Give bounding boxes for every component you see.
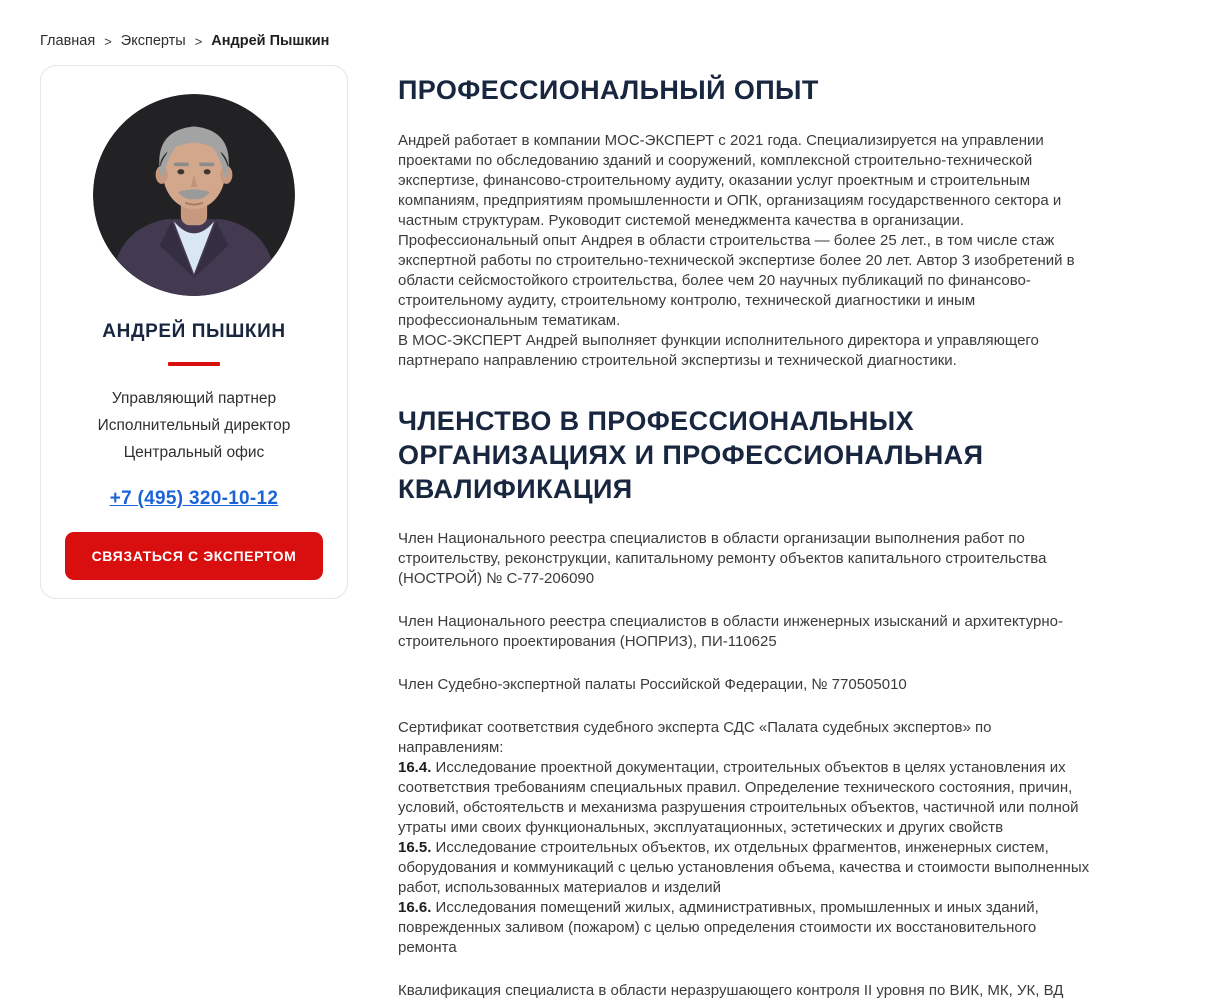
- page-layout: [40, 65, 1230, 1001]
- qualification-paragraph: Квалификация специалиста в области неразрушающего контроля II уровня по ВИК, МК, УК, ВД: [398, 982, 1064, 999]
- certificate-item-number: 16.6.: [398, 899, 432, 916]
- expert-office: Центральный офис: [123, 444, 265, 461]
- expert-name: АНДРЕЙ ПЫШКИН: [102, 321, 286, 342]
- breadcrumb-current-page: Андрей Пышкин: [211, 33, 330, 49]
- membership-paragraph: Член Национального реестра специалистов в области инженерных изысканий и архитектурно-строительного проектирования (НОПРИЗ), ПИ-110625: [398, 613, 1064, 650]
- certificate-item: [398, 898, 1090, 958]
- certificate-item-text: Исследования помещений жилых, административных, промышленных и иных зданий, поврежденных заливом (пожаром) с целью определения стоимости их восстановительного ремонта: [398, 899, 1039, 956]
- expert-card: [40, 65, 348, 599]
- contact-expert-button[interactable]: СВЯЗАТЬСЯ С ЭКСПЕРТОМ: [65, 532, 323, 580]
- certificate-item-text: Исследование проектной документации, строительных объектов в целях установления их соответствия требованиям специальных правил. Определение технического состояния, причин, условий, обстоятельств и механизма разрушения строительных объектов, частичной или полной утраты ими своих функциональных, эксплуатационных, эстетических и других свойств: [398, 759, 1079, 836]
- breadcrumb-link-home[interactable]: Главная: [40, 33, 96, 49]
- certificate-block: [398, 718, 1090, 958]
- membership-title: ЧЛЕНСТВО В ПРОФЕССИОНАЛЬНЫХ ОРГАНИЗАЦИЯХ И ПРОФЕССИОНАЛЬНАЯ КВАЛИФИКАЦИЯ: [398, 406, 984, 504]
- expert-roles: [65, 388, 323, 464]
- membership-paragraph: Член Национального реестра специалистов в области организации выполнения работ по строительству, реконструкции, капитальному ремонту объектов капитального строительства (НОСТРОЙ) № С-77-206090: [398, 530, 1047, 587]
- phone-link[interactable]: +7 (495) 320-10-12: [109, 488, 279, 509]
- certificate-item: [398, 758, 1090, 838]
- membership-paragraph: Член Судебно-экспертной палаты Российской Федерации, № 770505010: [398, 676, 907, 693]
- expert-role: Исполнительный директор: [97, 417, 291, 434]
- certificate-item-text: Исследование строительных объектов, их отдельных фрагментов, инженерных систем, оборудования и коммуникаций с целью установления объема, качества и стоимости выполненных работ, использованных материалов и изделий: [398, 839, 1090, 896]
- red-divider: [168, 362, 220, 366]
- breadcrumb-separator-icon: >: [104, 33, 112, 49]
- expert-role: Управляющий партнер: [111, 390, 277, 407]
- experience-title: ПРОФЕССИОНАЛЬНЫЙ ОПЫТ: [398, 75, 819, 105]
- expert-portrait-image: [93, 94, 295, 296]
- breadcrumb-separator-icon: >: [194, 33, 203, 49]
- certificate-item: [398, 838, 1090, 898]
- expert-avatar: [93, 94, 295, 296]
- expert-details: [398, 65, 1090, 1001]
- certificate-item-number: 16.5.: [398, 839, 432, 856]
- certificate-item-number: 16.4.: [398, 759, 432, 776]
- breadcrumb-link-experts[interactable]: Эксперты: [120, 33, 186, 49]
- certificate-intro: Сертификат соответствия судебного эксперта СДС «Палата судебных экспертов» по направлениям:: [398, 719, 992, 756]
- breadcrumb: [40, 33, 1230, 49]
- experience-paragraph: Андрей работает в компании МОС-ЭКСПЕРТ с 2021 года. Специализируется на управлении проектами по обследованию зданий и сооружений, комплексной строительно-технической экспертизе, финансово-строительному аудиту, оказании услуг проектным и строительным компаниям, предприятиям промышленности и ОПК, организациям государственного сектора и частным структурам. Руководит системой менеджмента качества в организации. Профессиональный опыт Андрея в области строительства — более 25 лет., в том числе стаж экспертной работы по строительно-технической экспертизе более 20 лет. Автор 3 изобретений в области сейсмостойкого строительства, более чем 20 научных публикаций по финансово-строительному аудиту, строительному контролю, технической диагностики и иным профессиональным тематикам. В МОС-ЭКСПЕРТ Андрей выполняет функции исполнительного директора и управляющего партнерапо направлению строительной экспертизы и технической диагностики.: [398, 132, 1075, 369]
